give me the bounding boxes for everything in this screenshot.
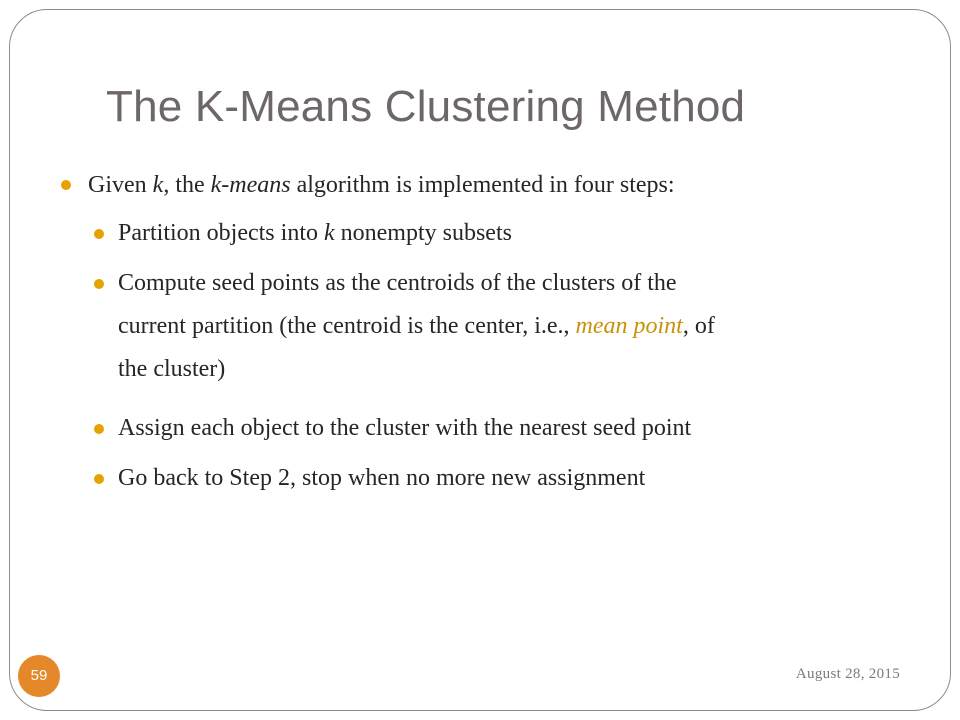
footer-date: August 28, 2015	[795, 666, 900, 682]
bullet-go-back: Go back to Step 2, stop when no more new assignment	[118, 465, 646, 491]
bullet-dot-icon	[94, 424, 104, 434]
bullet-given-k: Given k, the k-means algorithm is implemented in four steps:	[88, 164, 675, 207]
bullet-dot-icon	[94, 474, 104, 484]
bullet-dot-icon	[61, 180, 71, 190]
bullet-dot-icon	[94, 229, 104, 239]
highlight-mean-point: mean point	[575, 313, 683, 339]
bullet-partition: Partition objects into k nonempty subsets	[118, 212, 512, 255]
bullet-assign: Assign each object to the cluster with the nearest seed point	[118, 415, 692, 441]
bullet-dot-icon	[94, 279, 104, 289]
slide-number-badge: 59	[18, 655, 60, 697]
bullet-compute-seed: Compute seed points as the centroids of the clusters of the current partition (the centroid is the center, i.e., mean point, of the cluster)	[118, 262, 715, 391]
slide-title: The K-Means Clustering Method	[106, 82, 746, 131]
